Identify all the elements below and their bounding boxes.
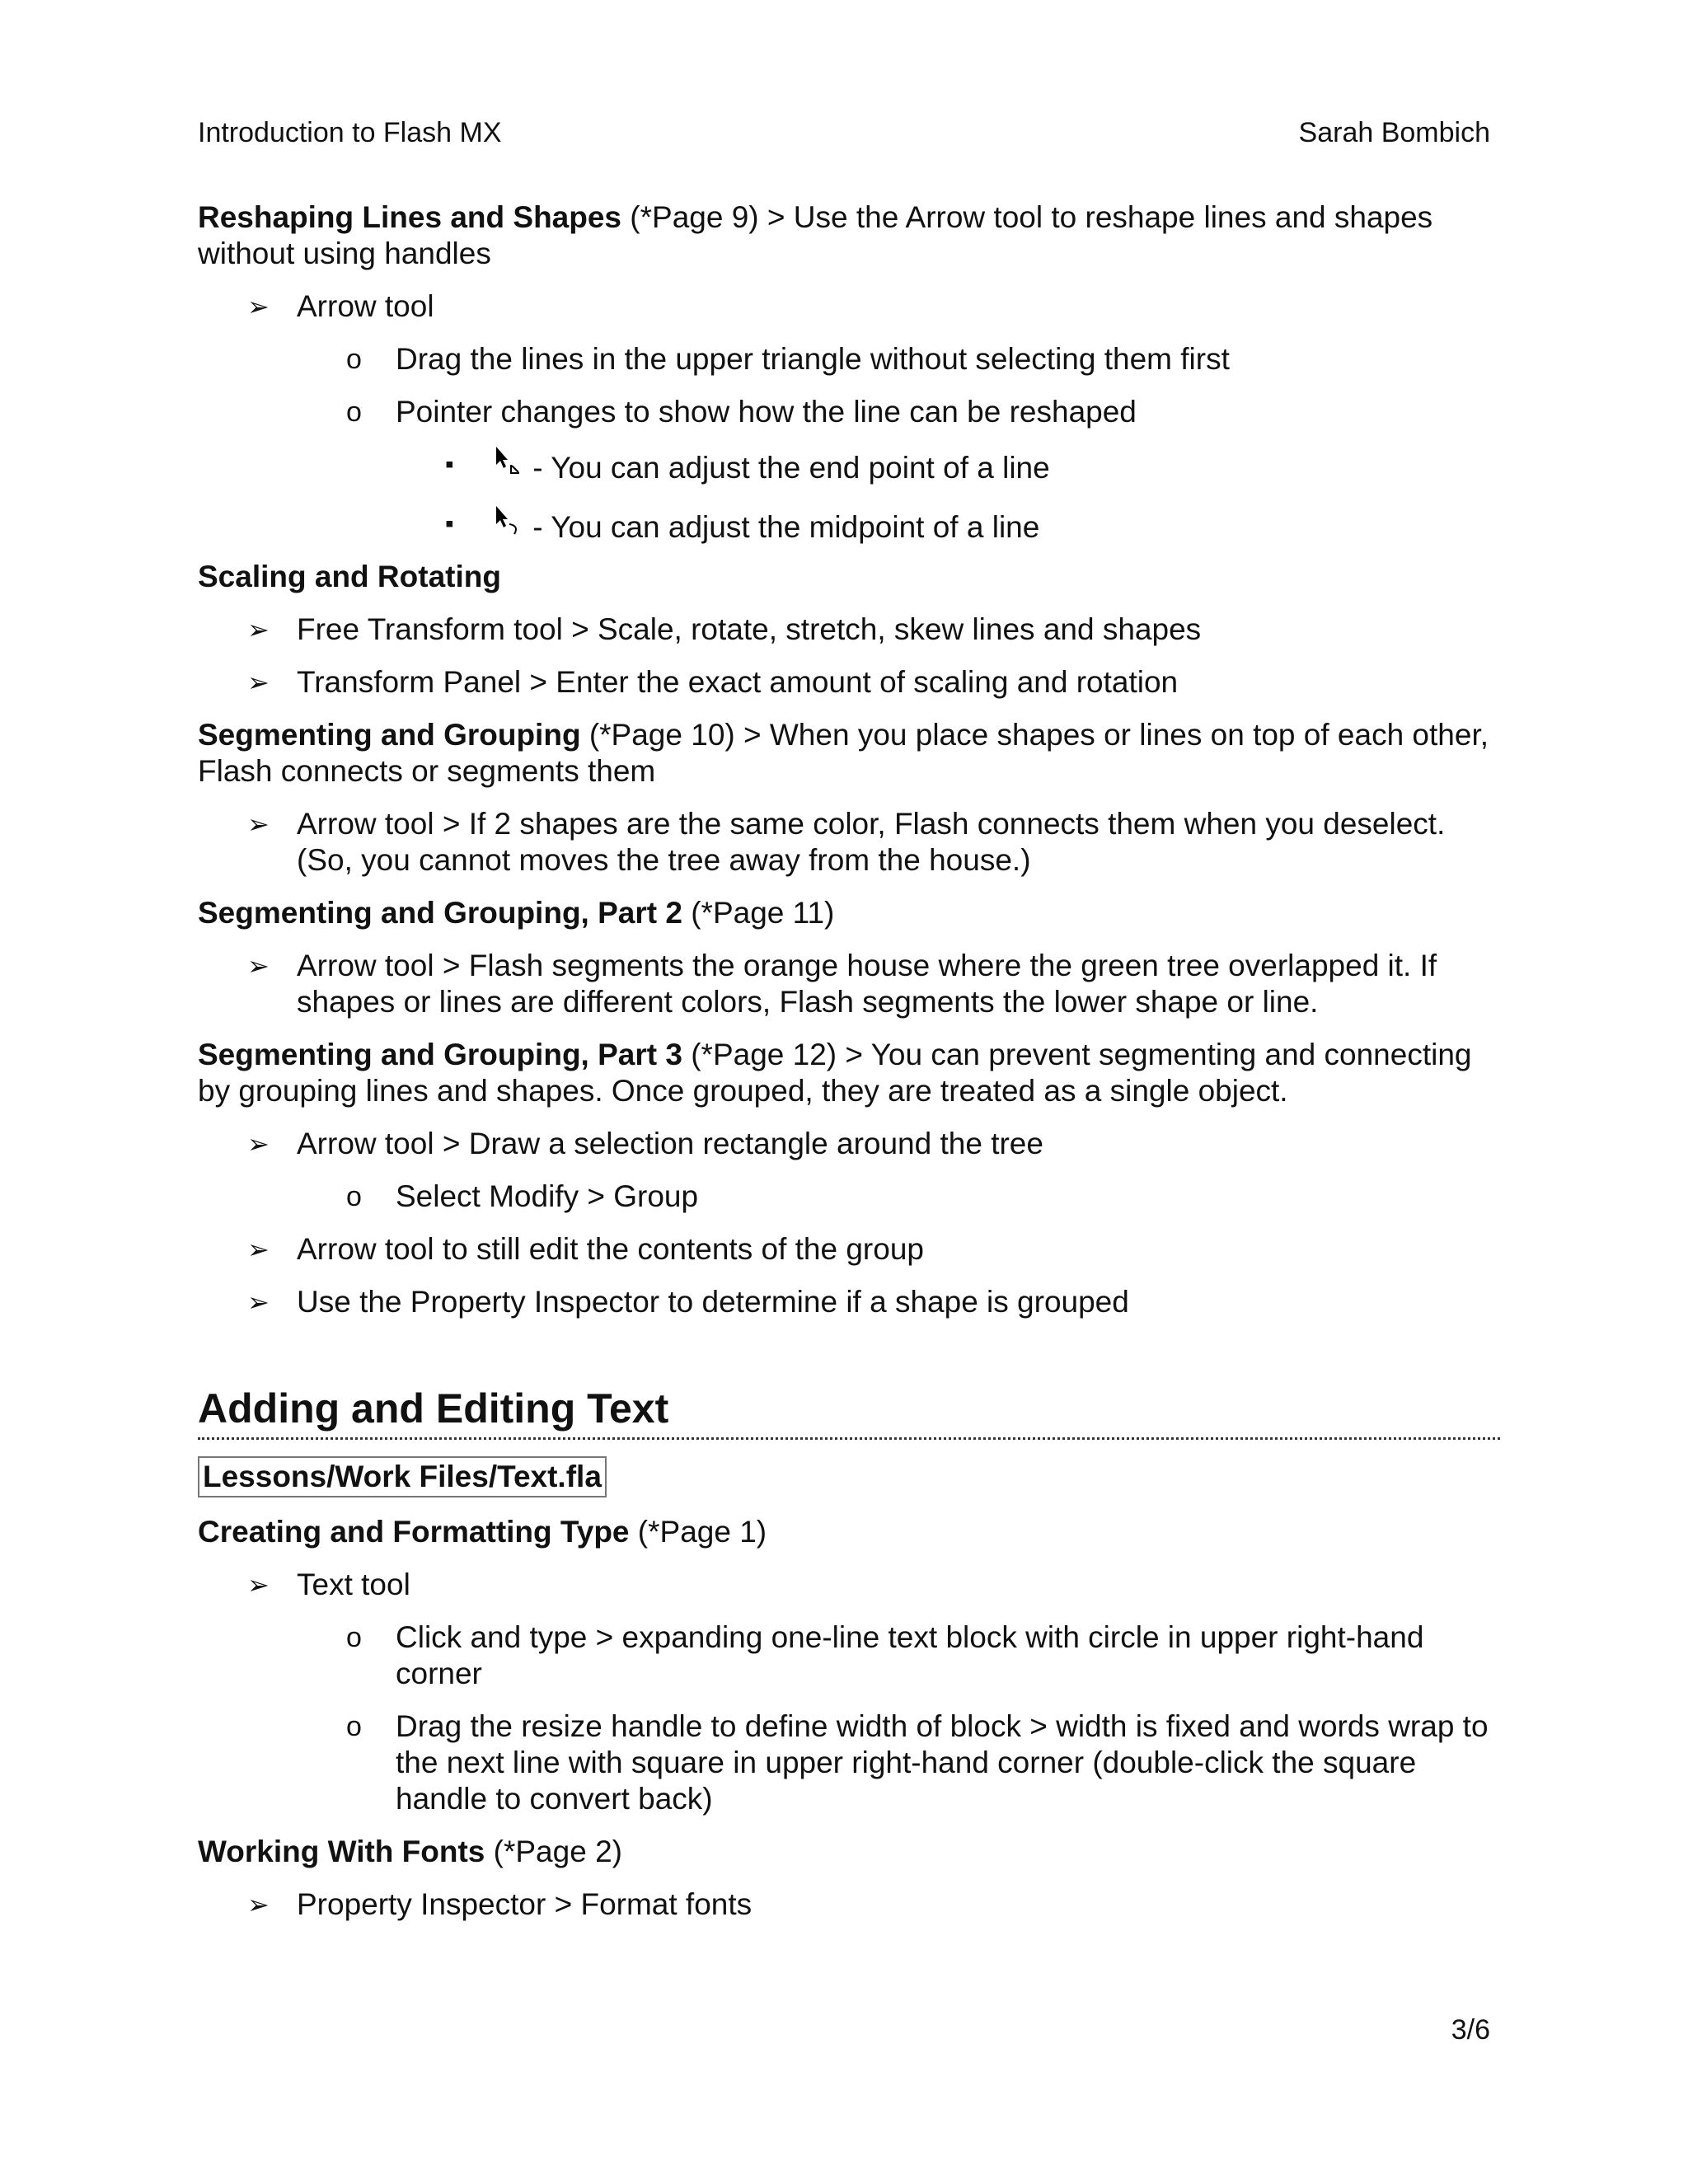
- scaling-paragraph: [198, 559, 1500, 595]
- fonts-title: Working With Fonts: [198, 1835, 485, 1868]
- list-item: ➢ Use the Property Inspector to determine if a shape is grouped: [247, 1285, 1129, 1319]
- list-item: o Pointer changes to show how the line can be reshaped: [346, 395, 1137, 429]
- list-item: o Drag the resize handle to define width of block > width is fixed and words wrap to the next line with square in upper right-hand corner (double-click the square handle to convert back): [346, 1709, 1489, 1816]
- segmenting-title: Segmenting and Grouping: [198, 718, 581, 752]
- circle-bullet-icon: o: [346, 1181, 362, 1212]
- list-item: ➢ Arrow tool > If 2 shapes are the same color, Flash connects them when you deselect. (So, you cannot moves the tree away from the house.): [247, 807, 1446, 877]
- list-item: ➢ Text tool: [247, 1568, 410, 1601]
- arrow-bullet-icon: ➢: [247, 1235, 270, 1264]
- reshaping-text: (*Page 9) > Use the Arrow tool to reshape lines and shapes without using handles: [198, 200, 1433, 270]
- list-item: ➢ Arrow tool > Draw a selection rectangle around the tree: [247, 1127, 1043, 1160]
- page-number: 3/6: [1451, 2014, 1490, 2046]
- header-author: Sarah Bombich: [1298, 117, 1490, 148]
- square-bullet-icon: ▪: [445, 510, 454, 537]
- list-item: ➢ Arrow tool to still edit the contents of the group: [247, 1232, 924, 1266]
- section-heading: Adding and Editing Text: [198, 1385, 1500, 1440]
- list-item: ➢ Arrow tool: [247, 289, 434, 323]
- header-title: Introduction to Flash MX: [198, 117, 502, 148]
- arrow-bullet-icon: ➢: [247, 292, 270, 321]
- circle-bullet-icon: o: [346, 396, 362, 428]
- list-item: ➢ Property Inspector > Format fonts: [247, 1887, 753, 1921]
- reshaping-paragraph: [198, 199, 1500, 272]
- list-item: o Drag the lines in the upper triangle without selecting them first: [346, 342, 1230, 376]
- list-item: ➢ Arrow tool > Flash segments the orange house where the green tree overlapped it. If shapes or lines are different colors, Flash segments the lower shape or line.: [247, 949, 1437, 1019]
- arrow-bullet-icon: ➢: [247, 951, 270, 981]
- arrow-bullet-icon: ➢: [247, 668, 270, 697]
- segmenting-part3-title: Segmenting and Grouping, Part 3: [198, 1038, 682, 1071]
- pointer-corner-icon: [495, 447, 524, 483]
- arrow-bullet-icon: ➢: [247, 1890, 270, 1919]
- creating-type-title: Creating and Formatting Type: [198, 1515, 630, 1549]
- circle-bullet-icon: o: [346, 1711, 362, 1742]
- list-item: o Select Modify > Group: [346, 1179, 699, 1213]
- pointer-curve-icon: [495, 506, 524, 542]
- circle-bullet-icon: o: [346, 1622, 362, 1653]
- list-item: o Click and type > expanding one-line text block with circle in upper right-hand corner: [346, 1620, 1424, 1690]
- list-item: ➢ Transform Panel > Enter the exact amount of scaling and rotation: [247, 665, 1179, 699]
- list-item: ➢ Free Transform tool > Scale, rotate, stretch, skew lines and shapes: [247, 612, 1202, 646]
- segmenting-part2-title: Segmenting and Grouping, Part 2: [198, 896, 682, 930]
- list-item: ▪ - You can adjust the end point of a line: [198, 447, 1500, 486]
- arrow-bullet-icon: ➢: [247, 1570, 270, 1600]
- arrow-bullet-icon: ➢: [247, 809, 270, 839]
- creating-type-paragraph: Creating and Formatting Type (*Page 1): [198, 1515, 767, 1549]
- page-content: [198, 199, 1500, 1939]
- reshaping-title: Reshaping Lines and Shapes: [198, 200, 622, 234]
- list-item: ▪ - You can adjust the midpoint of a line: [198, 506, 1500, 546]
- fonts-paragraph: Working With Fonts (*Page 2): [198, 1835, 622, 1868]
- file-path-label: Lessons/Work Files/Text.fla: [198, 1456, 607, 1497]
- square-bullet-icon: ▪: [445, 451, 454, 478]
- segmenting-paragraph: Segmenting and Grouping (*Page 10) > When you place shapes or lines on top of each other, Flash connects or segments them: [198, 718, 1489, 788]
- arrow-bullet-icon: ➢: [247, 1129, 270, 1159]
- scaling-title: Scaling and Rotating: [198, 560, 501, 593]
- circle-bullet-icon: o: [346, 344, 362, 375]
- arrow-bullet-icon: ➢: [247, 1287, 270, 1317]
- segmenting-part3-paragraph: Segmenting and Grouping, Part 3 (*Page 12) > You can prevent segmenting and connecting by grouping lines and shapes. Once grouped, they are treated as a single object.: [198, 1038, 1472, 1108]
- segmenting-part2-paragraph: Segmenting and Grouping, Part 2 (*Page 11): [198, 896, 835, 930]
- arrow-bullet-icon: ➢: [247, 615, 270, 644]
